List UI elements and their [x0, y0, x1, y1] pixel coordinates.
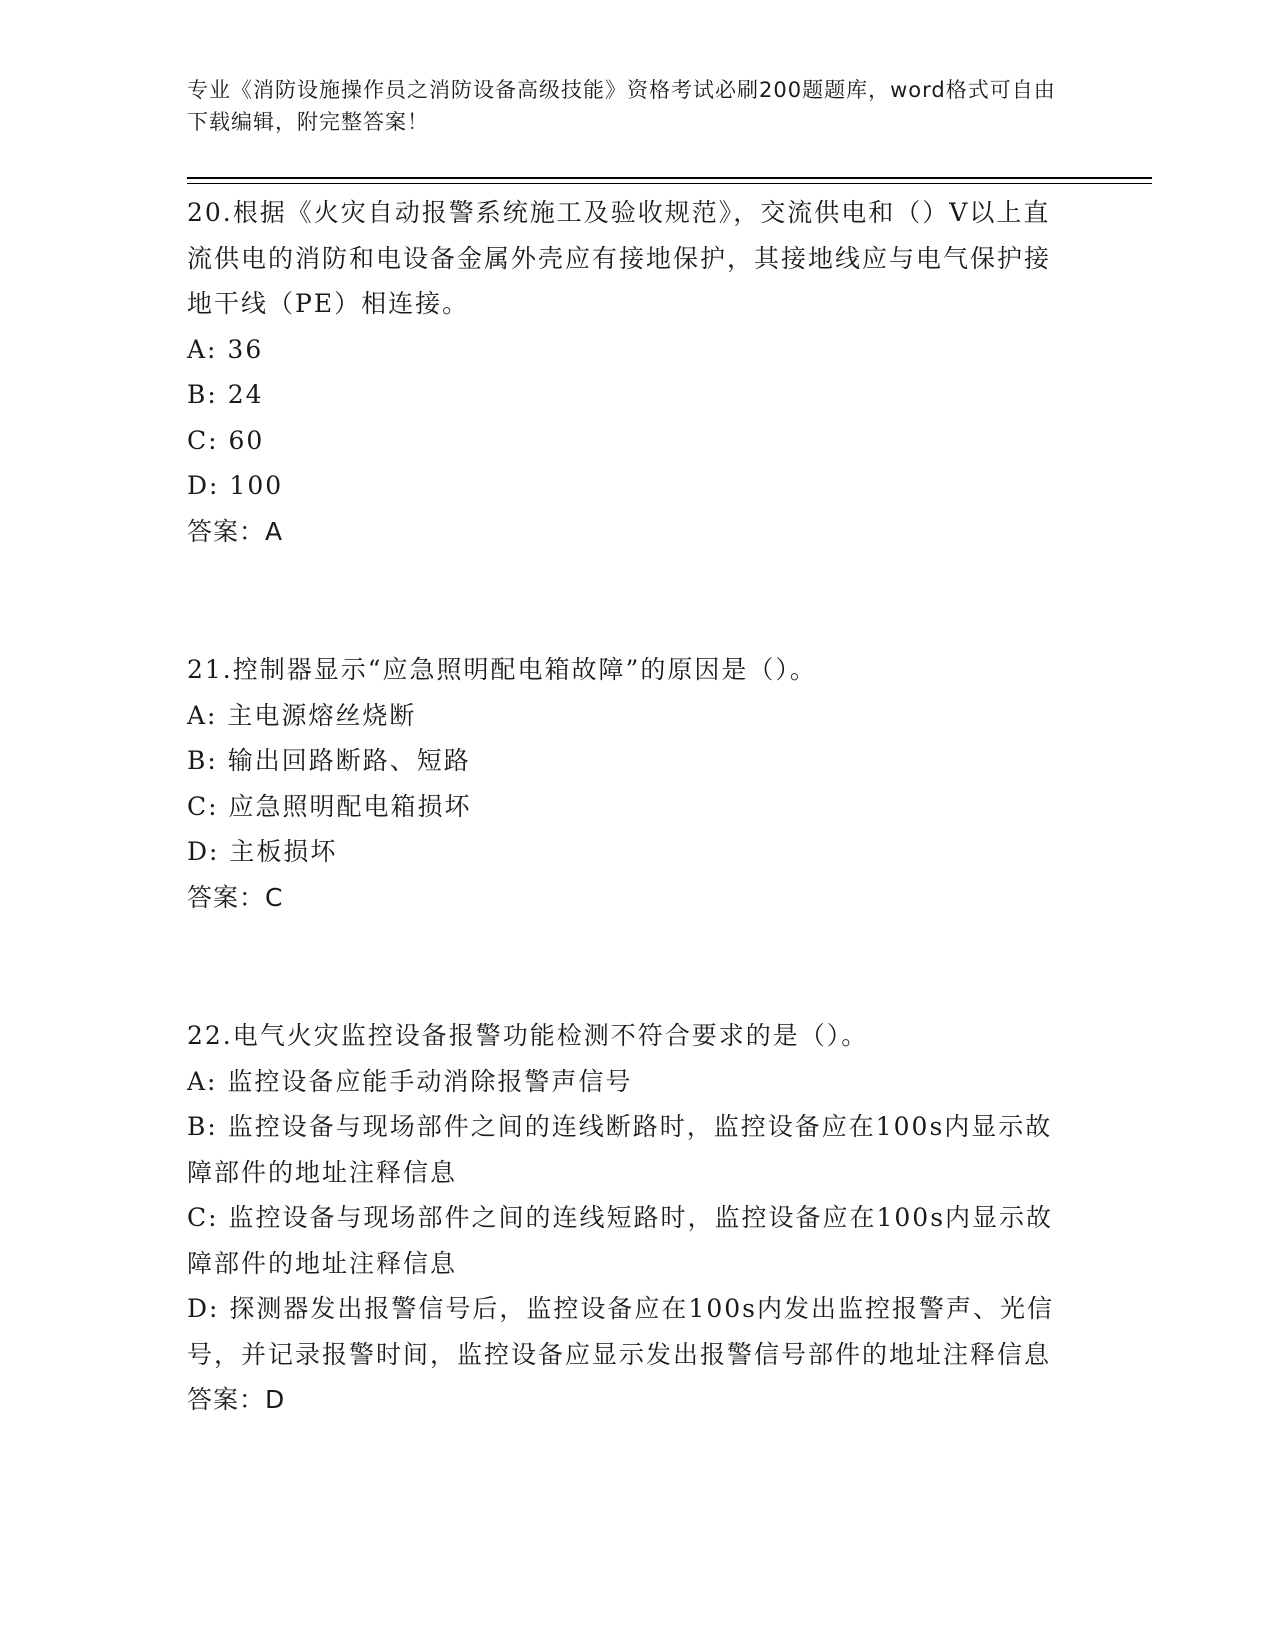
option-a: A: 36 [187, 334, 264, 364]
question-21 [187, 647, 1067, 920]
question-22 [187, 1013, 1067, 1423]
option-d: D: 主板损坏 [187, 837, 338, 866]
question-text: 20.根据《火灾自动报警系统施工及验收规范》，交流供电和（）V以上直流供电的消防和电设备金属外壳应有接地保护，其接地线应与电气保护接地干线（PE）相连接。 [187, 198, 1052, 318]
option-b: B: 监控设备与现场部件之间的连线断路时，监控设备应在100s内显示故障部件的地址注释信息 [187, 1112, 1053, 1187]
question-text: 22.电气火灾监控设备报警功能检测不符合要求的是（）。 [187, 1021, 869, 1050]
question-spacer [187, 920, 1067, 1013]
option-a: A: 监控设备应能手动消除报警声信号 [187, 1066, 633, 1096]
document-intro: 专业《消防设施操作员之消防设备高级技能》资格考试必刷200题题库，word格式可自由下载编辑，附完整答案！ [187, 78, 1056, 134]
answer-line: 答案：A [187, 516, 284, 546]
divider-rule-thin [187, 183, 1152, 184]
answer-line: 答案：D [187, 1385, 286, 1414]
option-d: D: 探测器发出报警信号后，监控设备应在100s内发出监控报警声、光信号，并记录报警时间，监控设备应显示发出报警信号部件的地址注释信息 [187, 1294, 1054, 1369]
option-b: B: 24 [187, 380, 264, 409]
option-c: C: 应急照明配电箱损坏 [187, 791, 472, 821]
option-d: D: 100 [187, 471, 284, 500]
option-c: C: 60 [187, 425, 265, 455]
question-text: 21.控制器显示“应急照明配电箱故障”的原因是（）。 [187, 655, 817, 684]
question-list [187, 190, 1067, 1423]
option-c: C: 监控设备与现场部件之间的连线短路时，监控设备应在100s内显示故障部件的地址注释信息 [187, 1203, 1054, 1278]
option-b: B: 输出回路断路、短路 [187, 746, 471, 775]
divider-rule [187, 177, 1152, 179]
answer-line: 答案：C [187, 882, 284, 912]
question-20 [187, 190, 1067, 554]
option-a: A: 主电源熔丝烧断 [187, 700, 417, 730]
question-spacer [187, 554, 1067, 647]
